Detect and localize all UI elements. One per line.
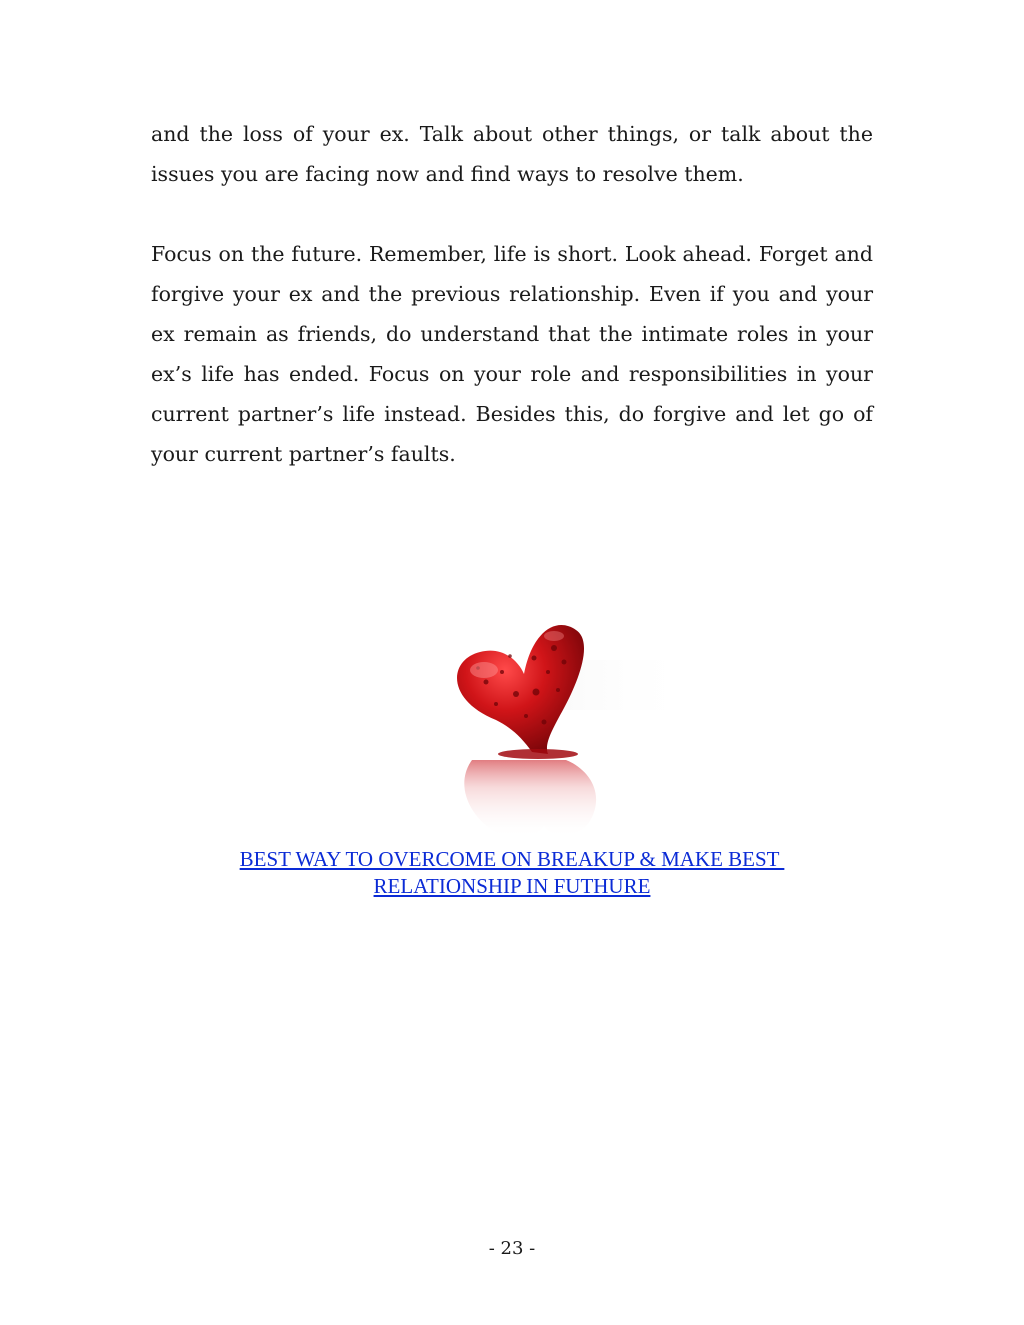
promo-link-line-1[interactable]: BEST WAY TO OVERCOME ON BREAKUP & MAKE BEST bbox=[239, 847, 785, 871]
heart-image bbox=[436, 612, 698, 842]
heart-icon bbox=[436, 612, 698, 842]
page-number: - 23 - bbox=[488, 1238, 536, 1259]
body-paragraph: Focus on the future. Remember, life is short. Look ahead. Forget and forgive your ex and the previous relationship. Even if you and your ex remain as friends, do understand that the intimate roles in your ex’s life has ended. Focus on your role and responsibilities in your current partner’s life instead. Besides this, do forgive and let go of your current partner’s faults. bbox=[151, 242, 873, 466]
promo-link-block[interactable] bbox=[150, 846, 874, 900]
promo-link-line-2[interactable]: RELATIONSHIP IN FUTHURE bbox=[373, 874, 651, 898]
body-paragraph: and the loss of your ex. Talk about other things, or talk about the issues you are facing now and find ways to resolve them. bbox=[151, 122, 873, 186]
